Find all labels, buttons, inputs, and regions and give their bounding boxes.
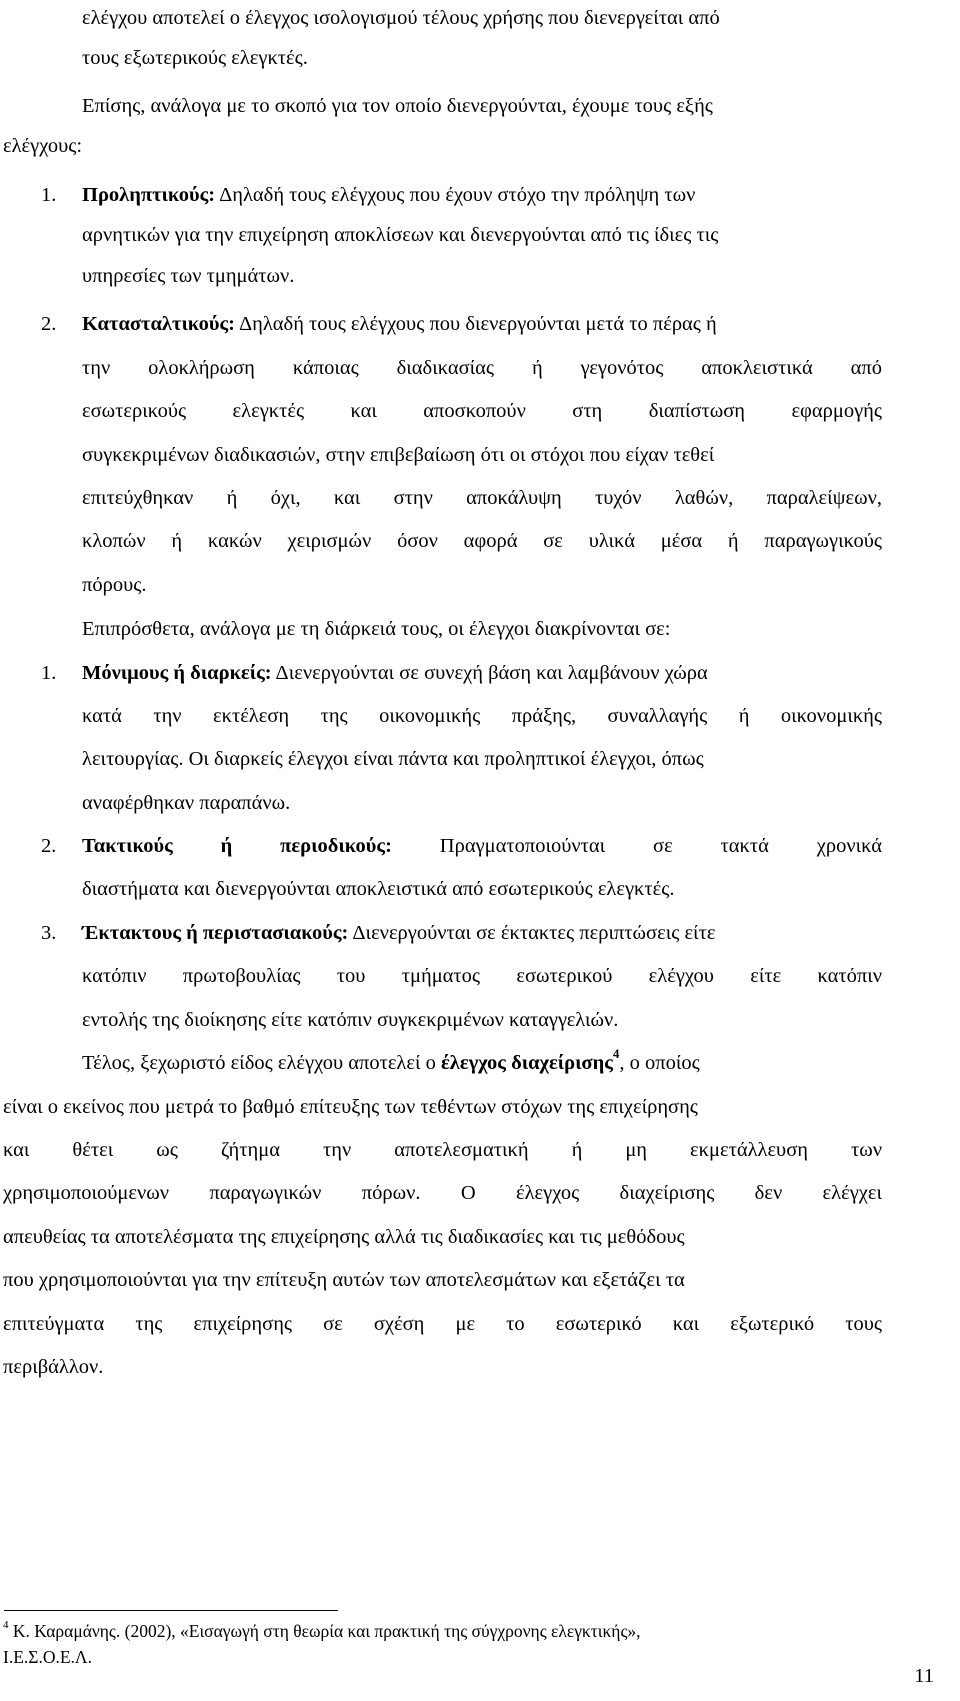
body-text-line: χρησιμοποιούμενων παραγωγικών πόρων. Ο έλεγχος διαχείρισης δεν ελέγχει: [3, 1182, 882, 1204]
list-item-line: κατά την εκτέλεση της οικονομικής πράξης, συναλλαγής ή οικονομικής: [82, 705, 882, 727]
list-item-line: συγκεκριμένων διαδικασιών, στην επιβεβαίωση ότι οι στόχοι που είχαν τεθεί: [82, 444, 715, 466]
list-item-line: Προληπτικούς: Δηλαδή τους ελέγχους που έχουν στόχο την πρόληψη των: [82, 184, 696, 206]
list-item-line: λειτουργίας. Οι διαρκείς έλεγχοι είναι πάντα και προληπτικοί έλεγχοι, όπως: [82, 748, 704, 770]
list-term: Έκτακτους ή περιστασιακούς:: [82, 922, 349, 944]
list-term: Προληπτικούς:: [82, 184, 216, 206]
list-item-line: εντολής της διοίκησης είτε κατόπιν συγκεκριμένων καταγγελιών.: [82, 1009, 619, 1031]
footnote-separator: [4, 1610, 338, 1611]
body-text-line: ελέγχου αποτελεί ο έλεγχος ισολογισμού τέλους χρήσης που διενεργείται από: [82, 7, 720, 29]
footnote-reference[interactable]: 4: [612, 1046, 620, 1062]
list-number: 1.: [41, 662, 57, 684]
list-item-line: εσωτερικούς ελεγκτές και αποσκοπούν στη διαπίστωση εφαρμογής: [82, 400, 882, 422]
list-term: Τακτικούς ή περιοδικούς:: [82, 835, 392, 857]
list-item-line: την ολοκλήρωση κάποιας διαδικασίας ή γεγονότος αποκλειστικά από: [82, 357, 882, 379]
list-item-line: Τακτικούς ή περιοδικούς: Πραγματοποιούνται σε τακτά χρονικά: [82, 835, 882, 857]
body-text-line: Επιπρόσθετα, ανάλογα με τη διάρκειά τους, οι έλεγχοι διακρίνονται σε:: [82, 618, 671, 640]
list-item-line: αρνητικών για την επιχείρηση αποκλίσεων και διενεργούνται από τις ίδιες τις: [82, 224, 719, 246]
list-item-line: Μόνιμους ή διαρκείς: Διενεργούνται σε συνεχή βάση και λαμβάνουν χώρα: [82, 662, 708, 684]
list-item-line: αναφέρθηκαν παραπάνω.: [82, 792, 291, 814]
list-term: Μόνιμους ή διαρκείς:: [82, 662, 272, 684]
emphasized-term: έλεγχος διαχείρισης: [441, 1052, 613, 1074]
footnote-marker: 4: [3, 1619, 9, 1632]
body-text-line: επιτεύγματα της επιχείρησης σε σχέση με το εσωτερικό και εξωτερικό τους: [3, 1313, 882, 1335]
list-item-line: κατόπιν πρωτοβουλίας του τμήματος εσωτερικού ελέγχου είτε κατόπιν: [82, 965, 882, 987]
list-number: 2.: [41, 313, 57, 335]
body-text-line: που χρησιμοποιούνται για την επίτευξη αυτών των αποτελεσμάτων και εξετάζει τα: [3, 1269, 685, 1291]
list-item-line: επιτεύχθηκαν ή όχι, και στην αποκάλυψη τυχόν λαθών, παραλείψεων,: [82, 487, 882, 509]
body-text-line: ελέγχους:: [3, 135, 83, 157]
body-text-line: απευθείας τα αποτελέσματα της επιχείρησης αλλά τις διαδικασίες και τις μεθόδους: [3, 1226, 685, 1248]
list-item-line: διαστήματα και διενεργούνται αποκλειστικά από εσωτερικούς ελεγκτές.: [82, 878, 675, 900]
list-number: 3.: [41, 922, 57, 944]
footnote-line: $^4$ Κ. Καραμάνης. (2002), «Εισαγωγή στη θεωρία και πρακτική της σύγχρονης ελεγκτικής»,: [3, 1619, 641, 1641]
body-text-line: τους εξωτερικούς ελεγκτές.: [82, 47, 308, 69]
list-item-line: Έκτακτους ή περιστασιακούς: Διενεργούνται σε έκτακτες περιπτώσεις είτε: [82, 922, 716, 944]
list-item-line: κλοπών ή κακών χειρισμών όσον αφορά σε υλικά μέσα ή παραγωγικούς: [82, 530, 882, 552]
body-text-line: περιβάλλον.: [3, 1356, 104, 1378]
body-text-line: Επίσης, ανάλογα με το σκοπό για τον οποίο διενεργούνται, έχουμε τους εξής: [82, 95, 713, 117]
footnote-line: Ι.Ε.Σ.Ο.Ε.Λ.: [3, 1647, 92, 1667]
list-number: 2.: [41, 835, 57, 857]
list-item-line: πόρους.: [82, 574, 147, 596]
page-number: 11: [914, 1665, 934, 1687]
list-term: Κατασταλτικούς:: [82, 313, 235, 335]
body-text-line: και θέτει ως ζήτημα την αποτελεσματική ή μη εκμετάλλευση των: [3, 1139, 882, 1161]
list-item-line: υπηρεσίες των τμημάτων.: [82, 265, 295, 287]
list-item-line: Κατασταλτικούς: Δηλαδή τους ελέγχους που διενεργούνται μετά το πέρας ή: [82, 313, 717, 335]
body-text-line: είναι ο εκείνος που μετρά το βαθμό επίτευξης των τεθέντων στόχων της επιχείρησης: [3, 1096, 698, 1118]
list-number: 1.: [41, 184, 57, 206]
body-text-line: Τέλος, ξεχωριστό είδος ελέγχου αποτελεί ο έλεγχος διαχείρισης$^4$, ο οποίος: [82, 1046, 700, 1074]
